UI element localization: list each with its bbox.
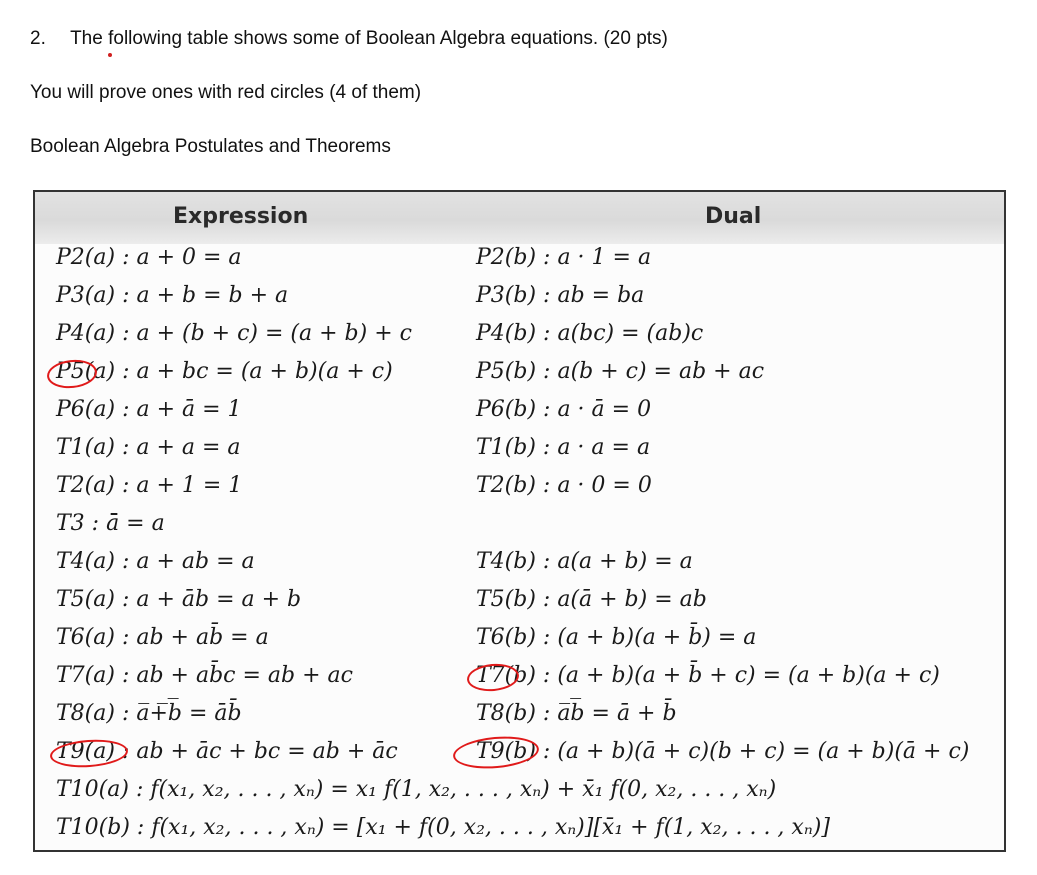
header-dual: Dual bbox=[705, 204, 762, 229]
expr-t2a: T2(a) : a + 1 = 1 bbox=[56, 473, 243, 498]
expr-t9a: T9(a) : ab + āc + bc = ab + āc bbox=[56, 739, 398, 764]
expr-p4a: P4(a) : a + (b + c) = (a + b) + c bbox=[56, 321, 412, 346]
dual-p3b: P3(b) : ab = ba bbox=[476, 283, 645, 308]
header-expression: Expression bbox=[173, 204, 309, 229]
dual-t4b: T4(b) : a(a + b) = a bbox=[476, 549, 693, 574]
dual-t8b: T8(b) : a̅b̅ = ā + b̄ bbox=[476, 701, 677, 726]
expr-t4a: T4(a) : a + ab = a bbox=[56, 549, 255, 574]
question-line bbox=[30, 28, 668, 50]
dual-t5b: T5(b) : a(ā + b) = ab bbox=[476, 587, 707, 612]
expr-t7a: T7(a) : ab + ab̄c = ab + ac bbox=[56, 663, 353, 688]
dual-p4b: P4(b) : a(bc) = (ab)c bbox=[476, 321, 704, 346]
expr-p5a: P5(a) : a + bc = (a + b)(a + c) bbox=[56, 359, 393, 384]
expr-p3a: P3(a) : a + b = b + a bbox=[56, 283, 289, 308]
expr-t5a: T5(a) : a + āb = a + b bbox=[56, 587, 302, 612]
theorem-t10b: T10(b) : f(x₁, x₂, . . . , xₙ) = [x₁ + f(0, x₂, . . . , xₙ)][x̄₁ + f(1, x₂, . . . , xₙ)] bbox=[56, 815, 830, 840]
dual-p5b: P5(b) : a(b + c) = ab + ac bbox=[476, 359, 765, 384]
expr-t1a: T1(a) : a + a = a bbox=[56, 435, 241, 460]
expr-t8a: T8(a) : a̅+̅b̅ = āb̄ bbox=[56, 701, 242, 726]
dual-p6b: P6(b) : a · ā = 0 bbox=[476, 397, 652, 422]
expr-t6a: T6(a) : ab + ab̄ = a bbox=[56, 625, 269, 650]
table-header bbox=[35, 192, 1004, 244]
question-text: The following table shows some of Boolean Algebra equations. (20 pts) bbox=[70, 28, 668, 49]
dual-t1b: T1(b) : a · a = a bbox=[476, 435, 651, 460]
question-number: 2. bbox=[30, 28, 46, 49]
dual-t9b: T9(b) : (a + b)(ā + c)(b + c) = (a + b)(ā + c) bbox=[476, 739, 970, 764]
spellcheck-mark bbox=[106, 36, 114, 52]
instruction-text: You will prove ones with red circles (4 of them) bbox=[30, 82, 422, 103]
dual-t6b: T6(b) : (a + b)(a + b̄) = a bbox=[476, 625, 757, 650]
expr-t3: T3 : ā̄ = a bbox=[56, 511, 165, 536]
table-title: Boolean Algebra Postulates and Theorems bbox=[30, 136, 391, 157]
expr-p6a: P6(a) : a + ā = 1 bbox=[56, 397, 242, 422]
expr-p2a: P2(a) : a + 0 = a bbox=[56, 245, 242, 270]
dual-p2b: P2(b) : a · 1 = a bbox=[476, 245, 652, 270]
dual-t2b: T2(b) : a · 0 = 0 bbox=[476, 473, 652, 498]
theorem-t10a: T10(a) : f(x₁, x₂, . . . , xₙ) = x₁ f(1, x₂, . . . , xₙ) + x̄₁ f(0, x₂, . . . , xₙ) bbox=[56, 777, 777, 802]
dual-t7b: T7(b) : (a + b)(a + b̄ + c) = (a + b)(a + c) bbox=[476, 663, 940, 688]
